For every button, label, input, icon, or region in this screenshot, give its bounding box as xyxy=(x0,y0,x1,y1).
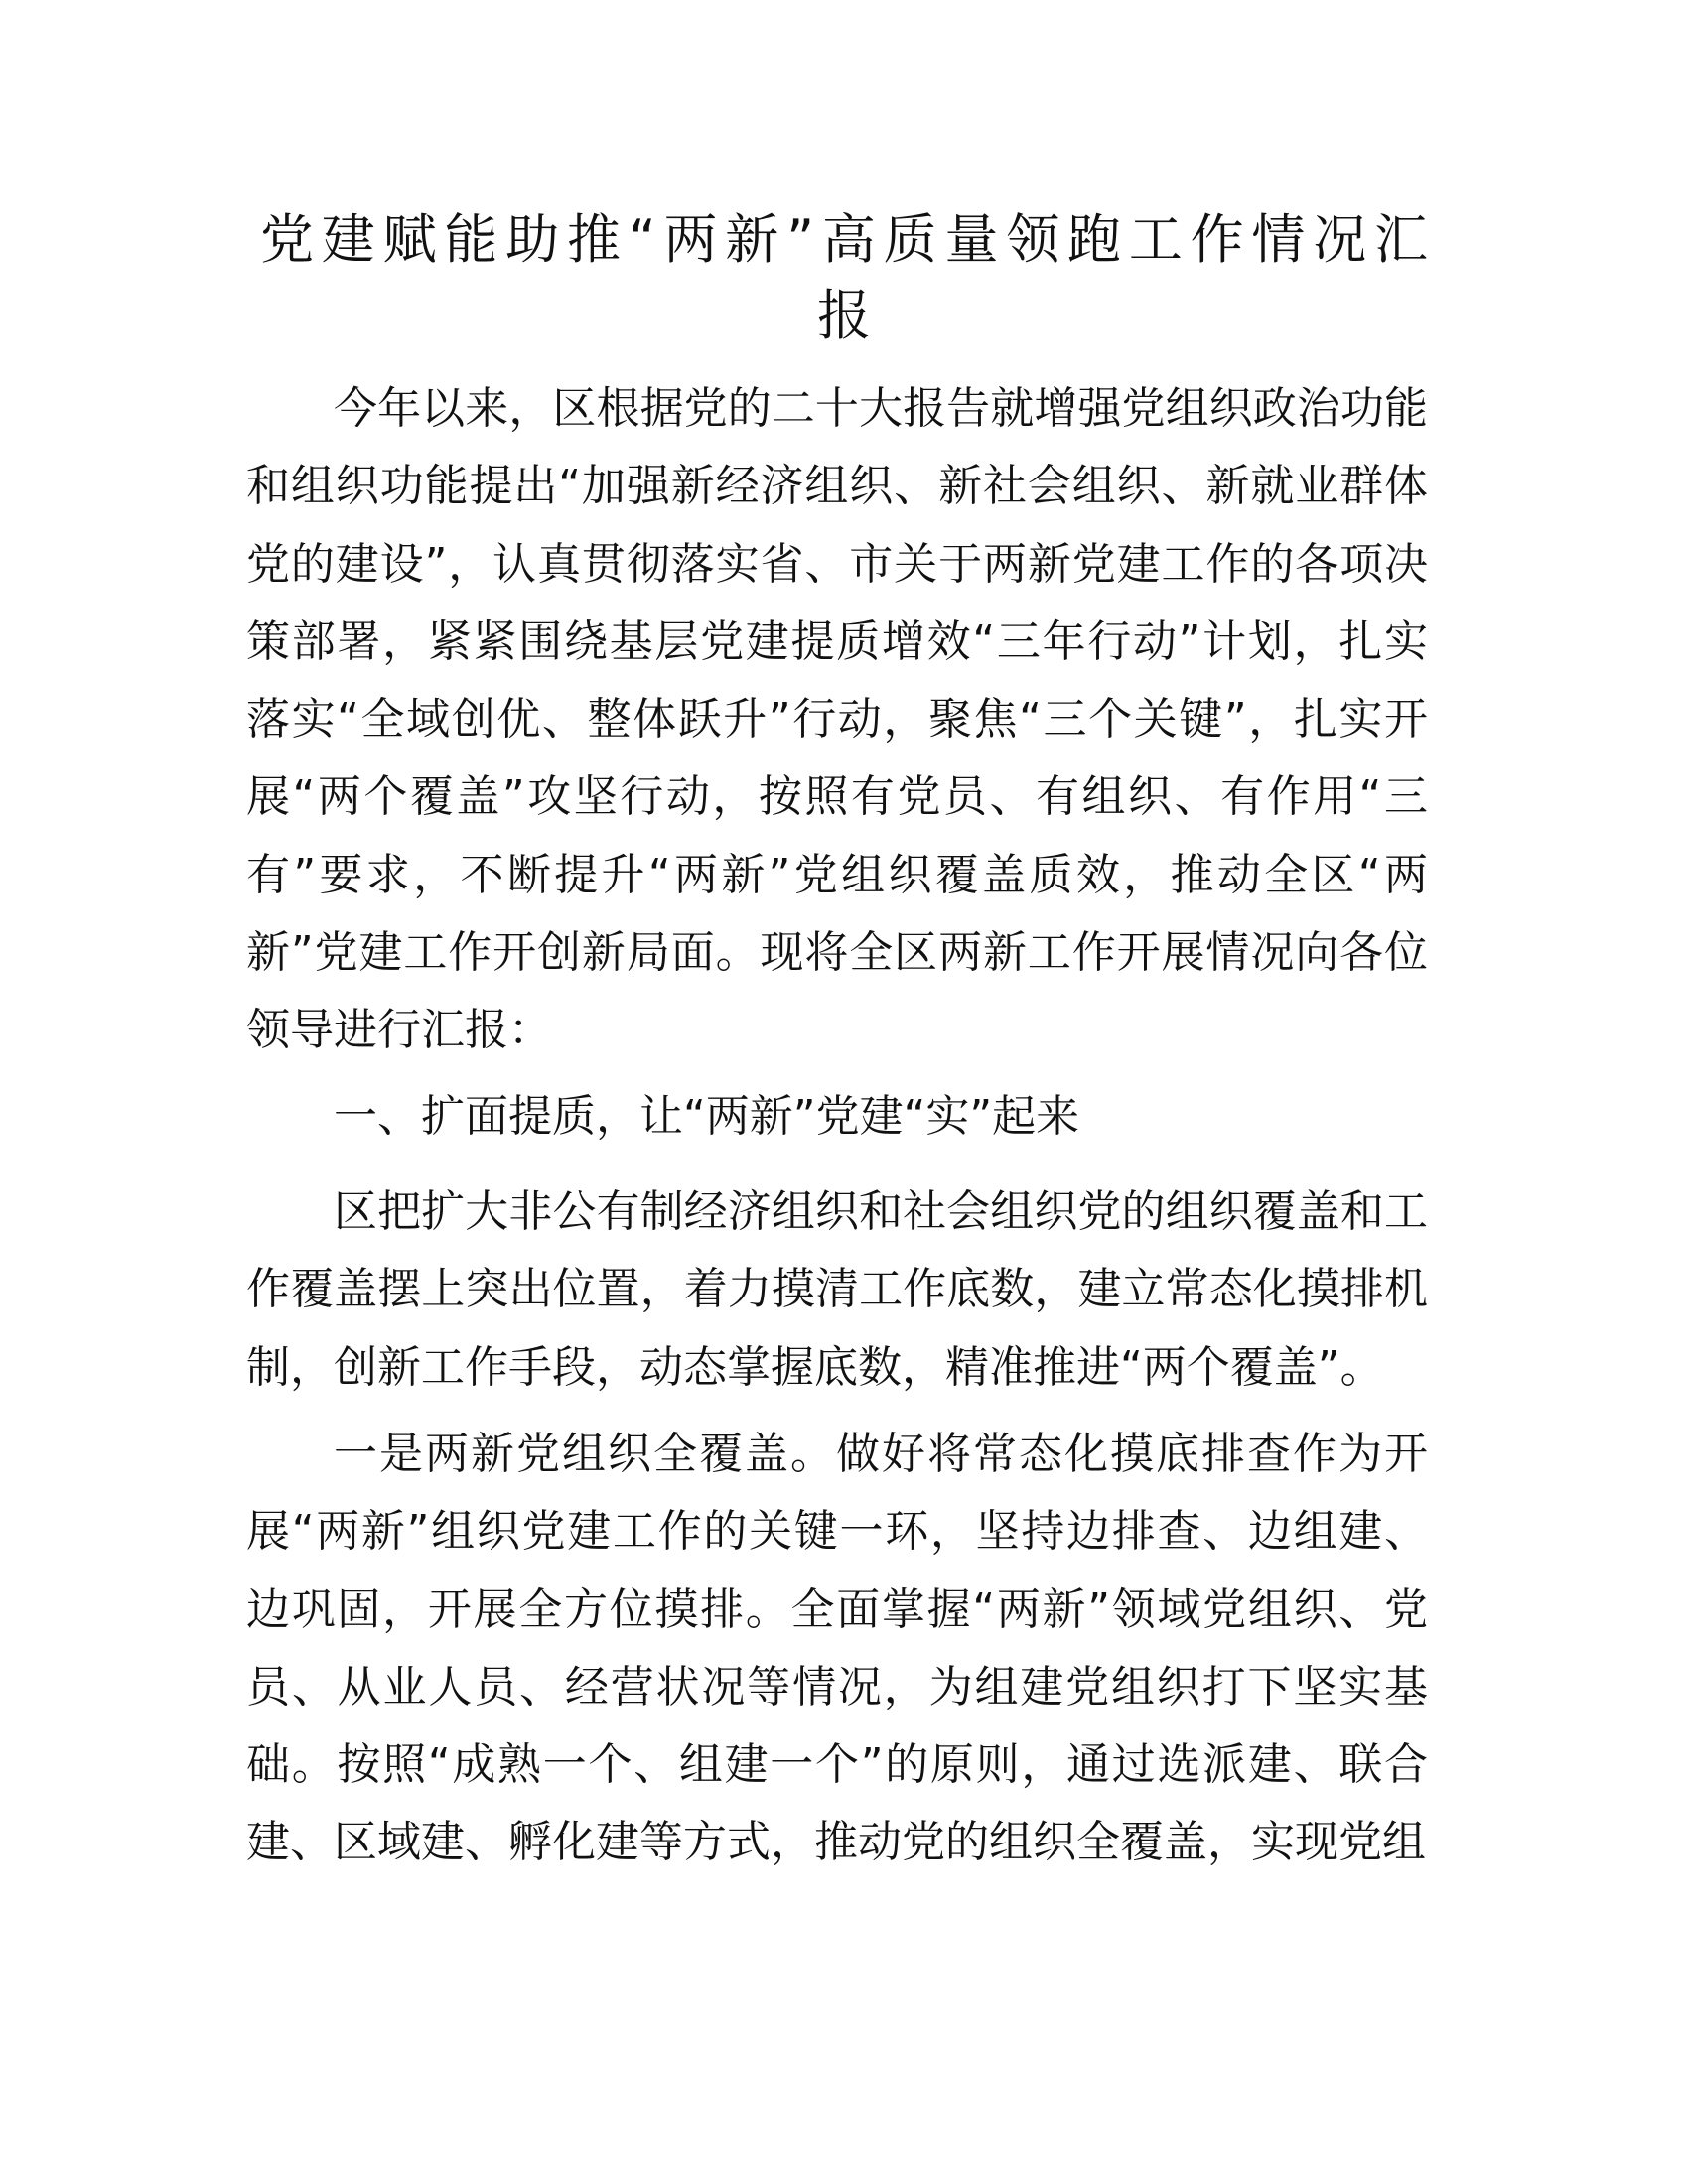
paragraph-line: 员、从业人员、经营状况等情况，为组建党组织打下坚实基 xyxy=(246,1661,1428,1712)
paragraph-line: 区把扩大非公有制经济组织和社会组织党的组织覆盖和工 xyxy=(334,1186,1428,1237)
section-heading xyxy=(246,1078,1428,1156)
title-line-1: 党建赋能助推“两新”高质量领跑工作情况汇 xyxy=(260,208,1428,271)
document-title xyxy=(260,203,1428,353)
paragraph-line: 策部署，紧紧围绕基层党建提质增效“三年行动”计划，扎实 xyxy=(246,615,1428,667)
paragraph-line: 建、区域建、孵化建等方式，推动党的组织全覆盖，实现党组 xyxy=(246,1817,1426,1868)
heading-text: 一、扩面提质，让“两新”党建“实”起来 xyxy=(334,1091,1080,1142)
point-one-paragraph xyxy=(246,1416,1428,1882)
paragraph-line: 领导进行汇报： xyxy=(246,1005,552,1056)
section-paragraph xyxy=(246,1173,1428,1407)
paragraph-line: 有”要求，不断提升“两新”党组织覆盖质效，推动全区“两 xyxy=(246,849,1428,900)
paragraph-line: 和组织功能提出“加强新经济组织、新社会组织、新就业群体 xyxy=(246,461,1428,512)
paragraph-line: 落实“全域创优、整体跃升”行动，聚焦“三个关键”，扎实开 xyxy=(246,694,1428,746)
paragraph-line: 制，创新工作手段，动态掌握底数，精准推进“两个覆盖”。 xyxy=(246,1341,1384,1393)
paragraph-line: 一是两新党组织全覆盖。做好将常态化摸底排查作为开 xyxy=(334,1429,1428,1479)
intro-paragraph xyxy=(246,370,1428,1070)
paragraph-line: 展“两新”组织党建工作的关键一环，坚持边排查、边组建、 xyxy=(246,1506,1428,1558)
paragraph-line: 展“两个覆盖”攻坚行动，按照有党员、有组织、有作用“三 xyxy=(246,771,1428,823)
paragraph-line: 新”党建工作开创新局面。现将全区两新工作开展情况向各位 xyxy=(246,927,1428,979)
paragraph-line: 边巩固，开展全方位摸排。全面掌握“两新”领域党组织、党 xyxy=(246,1583,1428,1635)
paragraph-line: 党的建设”，认真贯彻落实省、市关于两新党建工作的各项决 xyxy=(246,538,1428,590)
title-line-2: 报 xyxy=(817,284,871,346)
paragraph-line: 今年以来，区根据党的二十大报告就增强党组织政治功能 xyxy=(334,383,1428,434)
paragraph-line: 础。按照“成熟一个、组建一个”的原则，通过选派建、联合 xyxy=(246,1739,1428,1791)
paragraph-line: 作覆盖摆上突出位置，着力摸清工作底数，建立常态化摸排机 xyxy=(246,1264,1428,1315)
